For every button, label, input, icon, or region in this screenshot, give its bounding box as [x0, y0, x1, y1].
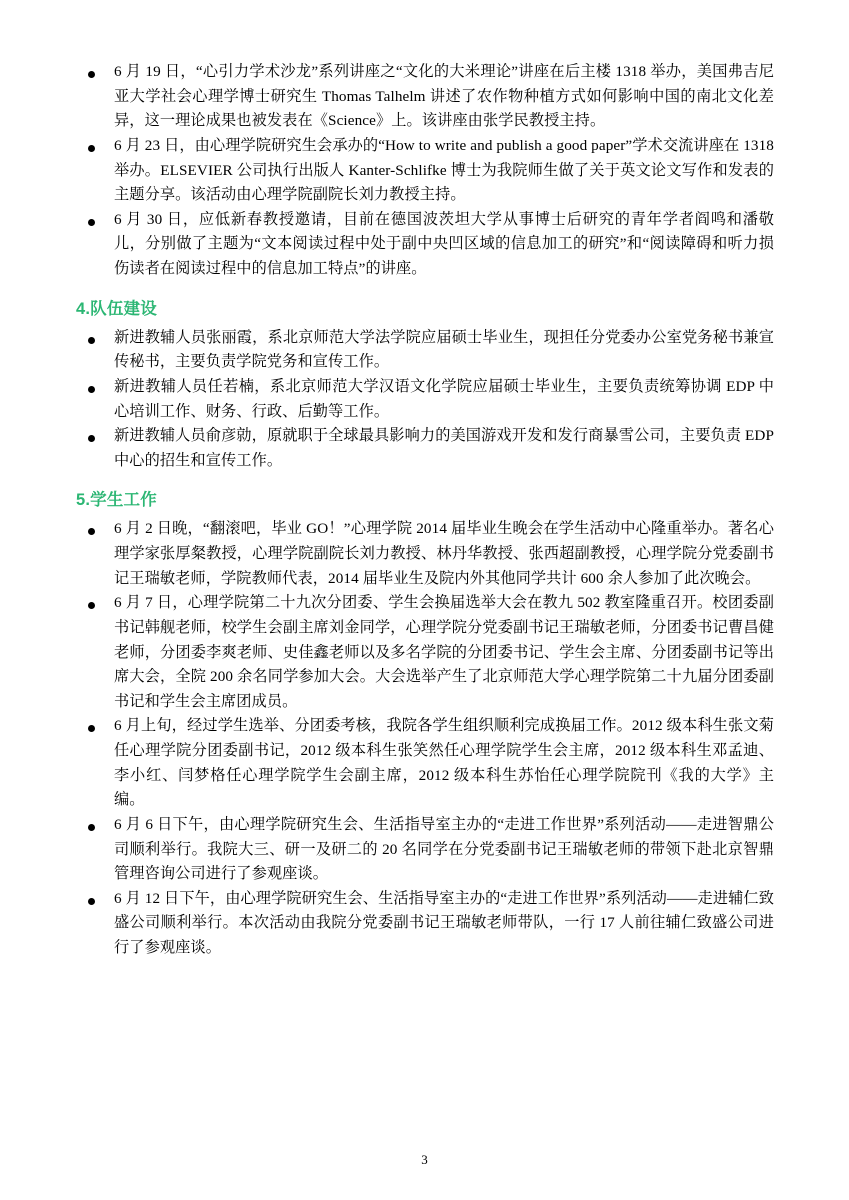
content-block-list-1 — [74, 60, 774, 282]
bullet-list-1 — [74, 60, 774, 282]
list-item: 新进教辅人员张丽霞，系北京师范大学法学院应届硕士毕业生，现担任分党委办公室党务秘书兼宣传秘书，主要负责学院党务和宣传工作。 — [74, 326, 774, 375]
list-item: 6 月 12 日下午，由心理学院研究生会、生活指导室主办的“走进工作世界”系列活动——走进辅仁致盛公司顺利举行。本次活动由我院分党委副书记王瑞敏老师带队，一行 17 人前往辅仁致盛公司进行了参观座谈。 — [74, 887, 774, 961]
content-block-list-2 — [74, 326, 774, 474]
bullet-list-2 — [74, 326, 774, 474]
list-item: 6 月 23 日，由心理学院研究生会承办的“How to write and publish a good paper”学术交流讲座在 1318 举办。ELSEVIER 公司执行出版人 Kanter-Schlifke 博士为我院师生做了关于英文论文写作和发表的主题分享。该活动由心理学院副院长刘力教授主持。 — [74, 134, 774, 208]
section-heading-student-work: 5.学生工作 — [76, 491, 157, 510]
page-number: 3 — [421, 1152, 428, 1167]
list-item: 6 月 7 日，心理学院第二十九次分团委、学生会换届选举大会在教九 502 教室隆重召开。校团委副书记韩舰老师，校学生会副主席刘金同学，心理学院分党委副书记王瑞敏老师，分团委书记曹昌健老师，分团委李爽老师、史佳鑫老师以及多名学院的分团委书记、学生会主席、分团委副书记等出席大会，全院 200 余名同学参加大会。大会选举产生了北京师范大学心理学院第二十九届分团委副书记和学生会主席团成员。 — [74, 591, 774, 714]
list-item: 6 月 6 日下午，由心理学院研究生会、生活指导室主办的“走进工作世界”系列活动——走进智鼎公司顺利举行。我院大三、研一及研二的 20 名同学在分党委副书记王瑞敏老师的带领下赴北京智鼎管理咨询公司进行了参观座谈。 — [74, 813, 774, 887]
section-heading-team-building: 4.队伍建设 — [76, 299, 157, 318]
content-block-list-3 — [74, 517, 774, 960]
list-item: 6 月 2 日晚，“翻滚吧，毕业 GO！”心理学院 2014 届毕业生晚会在学生活动中心隆重举办。著名心理学家张厚粲教授，心理学院副院长刘力教授、林丹华教授、张西超副教授，心理学院分党委副书记王瑞敏老师，学院教师代表，2014 届毕业生及院内外其他同学共计 600 余人参加了此次晚会。 — [74, 517, 774, 591]
list-item: 新进教辅人员俞彦勍，原就职于全球最具影响力的美国游戏开发和发行商暴雪公司，主要负责 EDP 中心的招生和宣传工作。 — [74, 424, 774, 473]
list-item: 新进教辅人员任若楠，系北京师范大学汉语文化学院应届硕士毕业生，主要负责统筹协调 EDP 中心培训工作、财务、行政、后勤等工作。 — [74, 375, 774, 424]
list-item: 6 月 30 日，应低新春教授邀请，目前在德国波茨坦大学从事博士后研究的青年学者阎鸣和潘敬儿，分别做了主题为“文本阅读过程中处于副中央凹区域的信息加工的研究”和“阅读障碍和听力损伤读者在阅读过程中的信息加工特点”的讲座。 — [74, 208, 774, 282]
list-item: 6 月上旬，经过学生选举、分团委考核，我院各学生组织顺利完成换届工作。2012 级本科生张文菊任心理学院分团委副书记，2012 级本科生张笑然任心理学院学生会主席，2012 级本科生邓孟迪、李小红、闫梦格任心理学院学生会副主席，2012 级本科生苏怡任心理学院院刊《我的大学》主编。 — [74, 714, 774, 813]
bullet-list-3 — [74, 517, 774, 960]
document-content — [74, 60, 774, 961]
list-item: 6 月 19 日，“心引力学术沙龙”系列讲座之“文化的大米理论”讲座在后主楼 1318 举办，美国弗吉尼亚大学社会心理学博士研究生 Thomas Talhelm 讲述了农作物种植方式如何影响中国的南北文化差异，这一理论成果也被发表在《Science》上。该讲座由张学民教授主持。 — [74, 60, 774, 134]
